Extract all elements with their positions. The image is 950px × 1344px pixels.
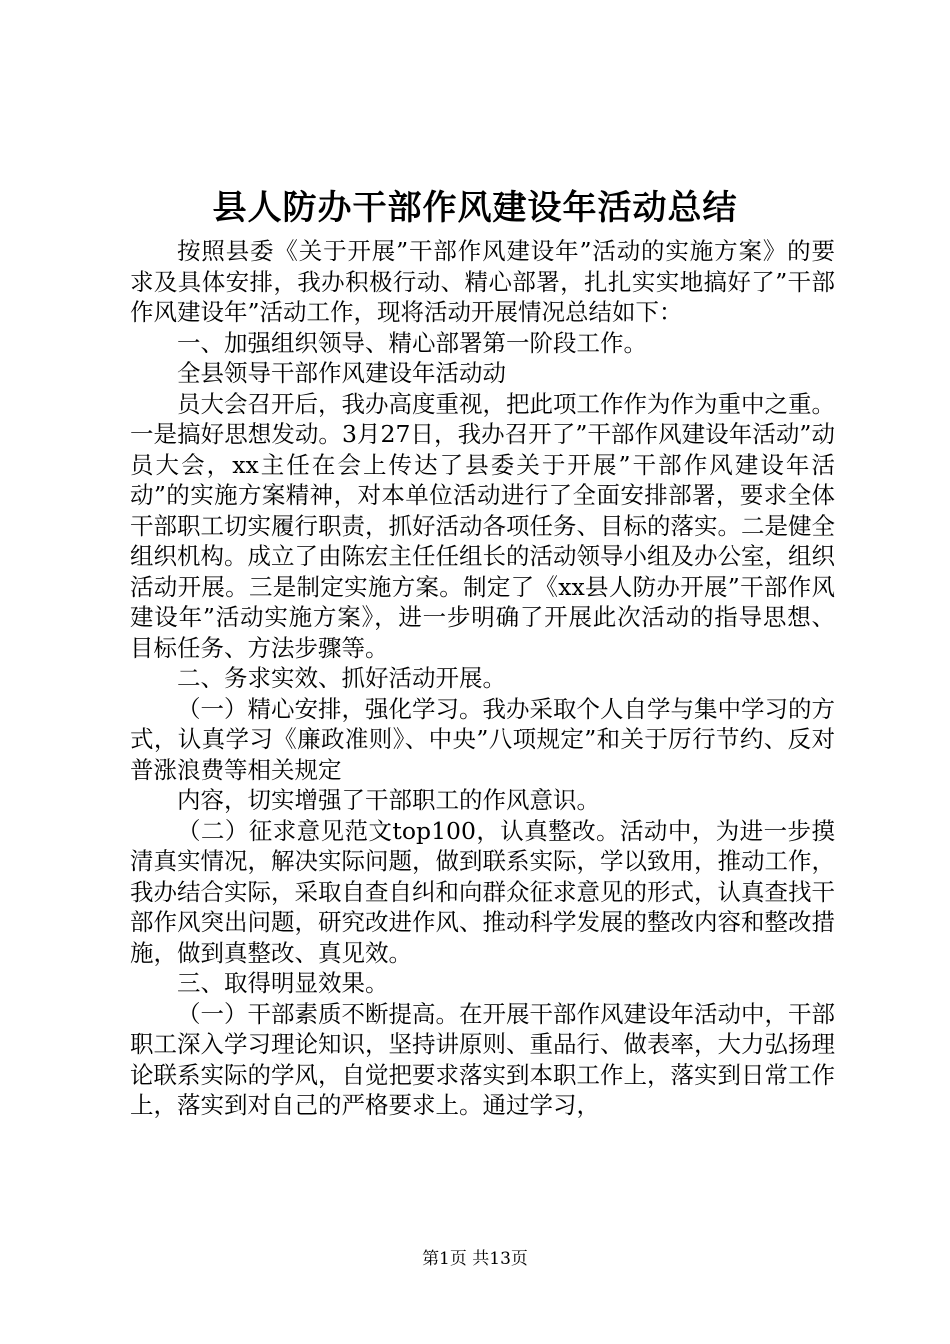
section-heading: 三、取得明显效果。	[177, 969, 389, 997]
paragraph: 全县领导干部作风建设年活动动	[177, 359, 506, 387]
section-heading: 一、加强组织领导、精心部署第一阶段工作。	[177, 328, 647, 357]
paragraph: （一）干部素质不断提高。在开展干部作风建设年活动中，干部职工深入学习理论知识，坚持讲原则、重品行、做表率，大力弘扬理论联系实际的学风，自觉把要求落实到本职工作上，落实到日常工作上，落实到对自己的严格要求上。通过学习，	[130, 999, 835, 1119]
paragraph: 内容，切实增强了干部职工的作风意识。	[177, 786, 600, 814]
page-footer: 第1页 共13页	[422, 1249, 528, 1269]
paragraph: （二）征求意见范文top100，认真整改。活动中，为进一步摸清真实情况，解决实际问题，做到联系实际，学以致用，推动工作，我办结合实际，采取自查自纠和向群众征求意见的形式，认真查找干部作风突出问题，研究改进作风、推动科学发展的整改内容和整改措施，做到真整改、真见效。	[130, 816, 835, 967]
paragraph: 按照县委《关于开展”干部作风建设年”活动的实施方案》的要求及具体安排，我办积极行动、精心部署，扎扎实实地搞好了”干部作风建设年”活动工作，现将活动开展情况总结如下：	[130, 237, 835, 326]
paragraph: 员大会召开后，我办高度重视，把此项工作作为作为重中之重。一是搞好思想发动。3月27日，我办召开了”干部作风建设年活动”动员大会，xx主任在会上传达了县委关于开展”干部作风建设年活动”的实施方案精神，对本单位活动进行了全面安排部署，要求全体干部职工切实履行职责，抓好活动各项任务、目标的落实。二是健全组织机构。成立了由陈宏主任任组长的活动领导小组及办公室，组织活动开展。三是制定实施方案。制定了《xx县人防办开展”干部作风建设年”活动实施方案》，进一步明确了开展此次活动的指导思想、目标任务、方法步骤等。	[130, 389, 835, 662]
section-heading: 二、务求实效、抓好活动开展。	[177, 664, 506, 692]
document-title: 县人防办干部作风建设年活动总结	[212, 188, 738, 228]
paragraph: （一）精心安排，强化学习。我办采取个人自学与集中学习的方式，认真学习《廉政准则》、中央”八项规定”和关于厉行节约、反对普涨浪费等相关规定	[130, 694, 835, 784]
document-body	[130, 236, 835, 1121]
